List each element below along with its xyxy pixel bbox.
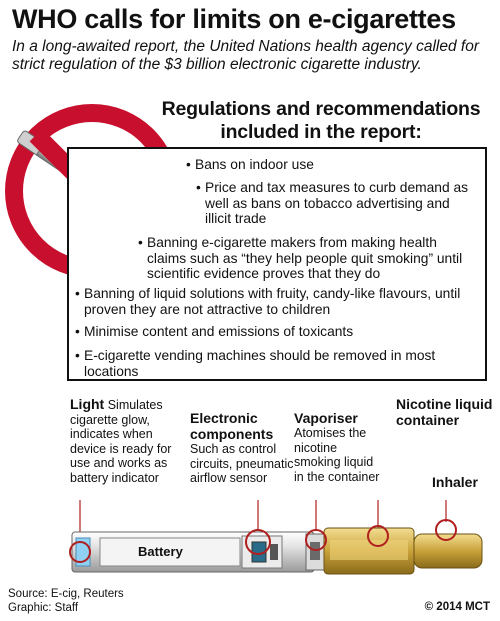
inhaler-label: Inhaler (432, 474, 478, 490)
regulations-box (67, 147, 487, 381)
electronic-components-description: Such as control circuits, pneumatic airflow sensor (190, 442, 294, 485)
page-title: WHO calls for limits on e-cigarettes (12, 4, 456, 34)
graphic-credit: Graphic: Staff (8, 602, 79, 614)
list-item: • Banning e-cigarette makers from making health claims such as “they help people quit smoking” until scientific evidence proves that they do (138, 235, 463, 281)
list-item: • E-cigarette vending machines should be removed in most locations (75, 348, 436, 379)
ecigarette-diagram (0, 500, 500, 580)
electronic-components-label (190, 410, 300, 486)
light-description: Simulates cigarette glow, indicates when device is ready for use and works as battery indicator (70, 398, 172, 485)
list-item: • Price and tax measures to curb demand as well as bans on tobacco advertising and illicit trade (196, 180, 469, 226)
subtitle: In a long-awaited report, the United Nations health agency called for strict regulation of the $3 billion electronic cigarette industry. (12, 38, 480, 73)
source-text: Source: E-cig, Reuters (8, 588, 124, 600)
light-label (70, 396, 190, 485)
electronic-components-title: Electronic components (190, 410, 274, 442)
regulations-heading (146, 98, 496, 144)
nicotine-container-label: Nicotine liquid container (396, 396, 493, 428)
battery-label: Battery (138, 544, 183, 559)
list-item: • Minimise content and emissions of toxicants (75, 324, 354, 339)
vaporiser-label (294, 410, 384, 484)
light-title: Light (70, 396, 105, 412)
list-item: • Banning of liquid solutions with fruity, candy-like flavours, until proven they are not attractive to children (75, 286, 461, 317)
source-note (8, 587, 124, 615)
regulations-heading-line-1: Regulations and recommendations (161, 98, 481, 120)
regulations-heading-line-2: included in the report: (220, 121, 422, 143)
vaporiser-description: Atomises the nicotine smoking liquid in the container (294, 426, 380, 484)
vaporiser-title: Vaporiser (294, 410, 358, 426)
copyright-credit: © 2014 MCT (424, 601, 490, 613)
list-item: • Bans on indoor use (186, 157, 314, 172)
